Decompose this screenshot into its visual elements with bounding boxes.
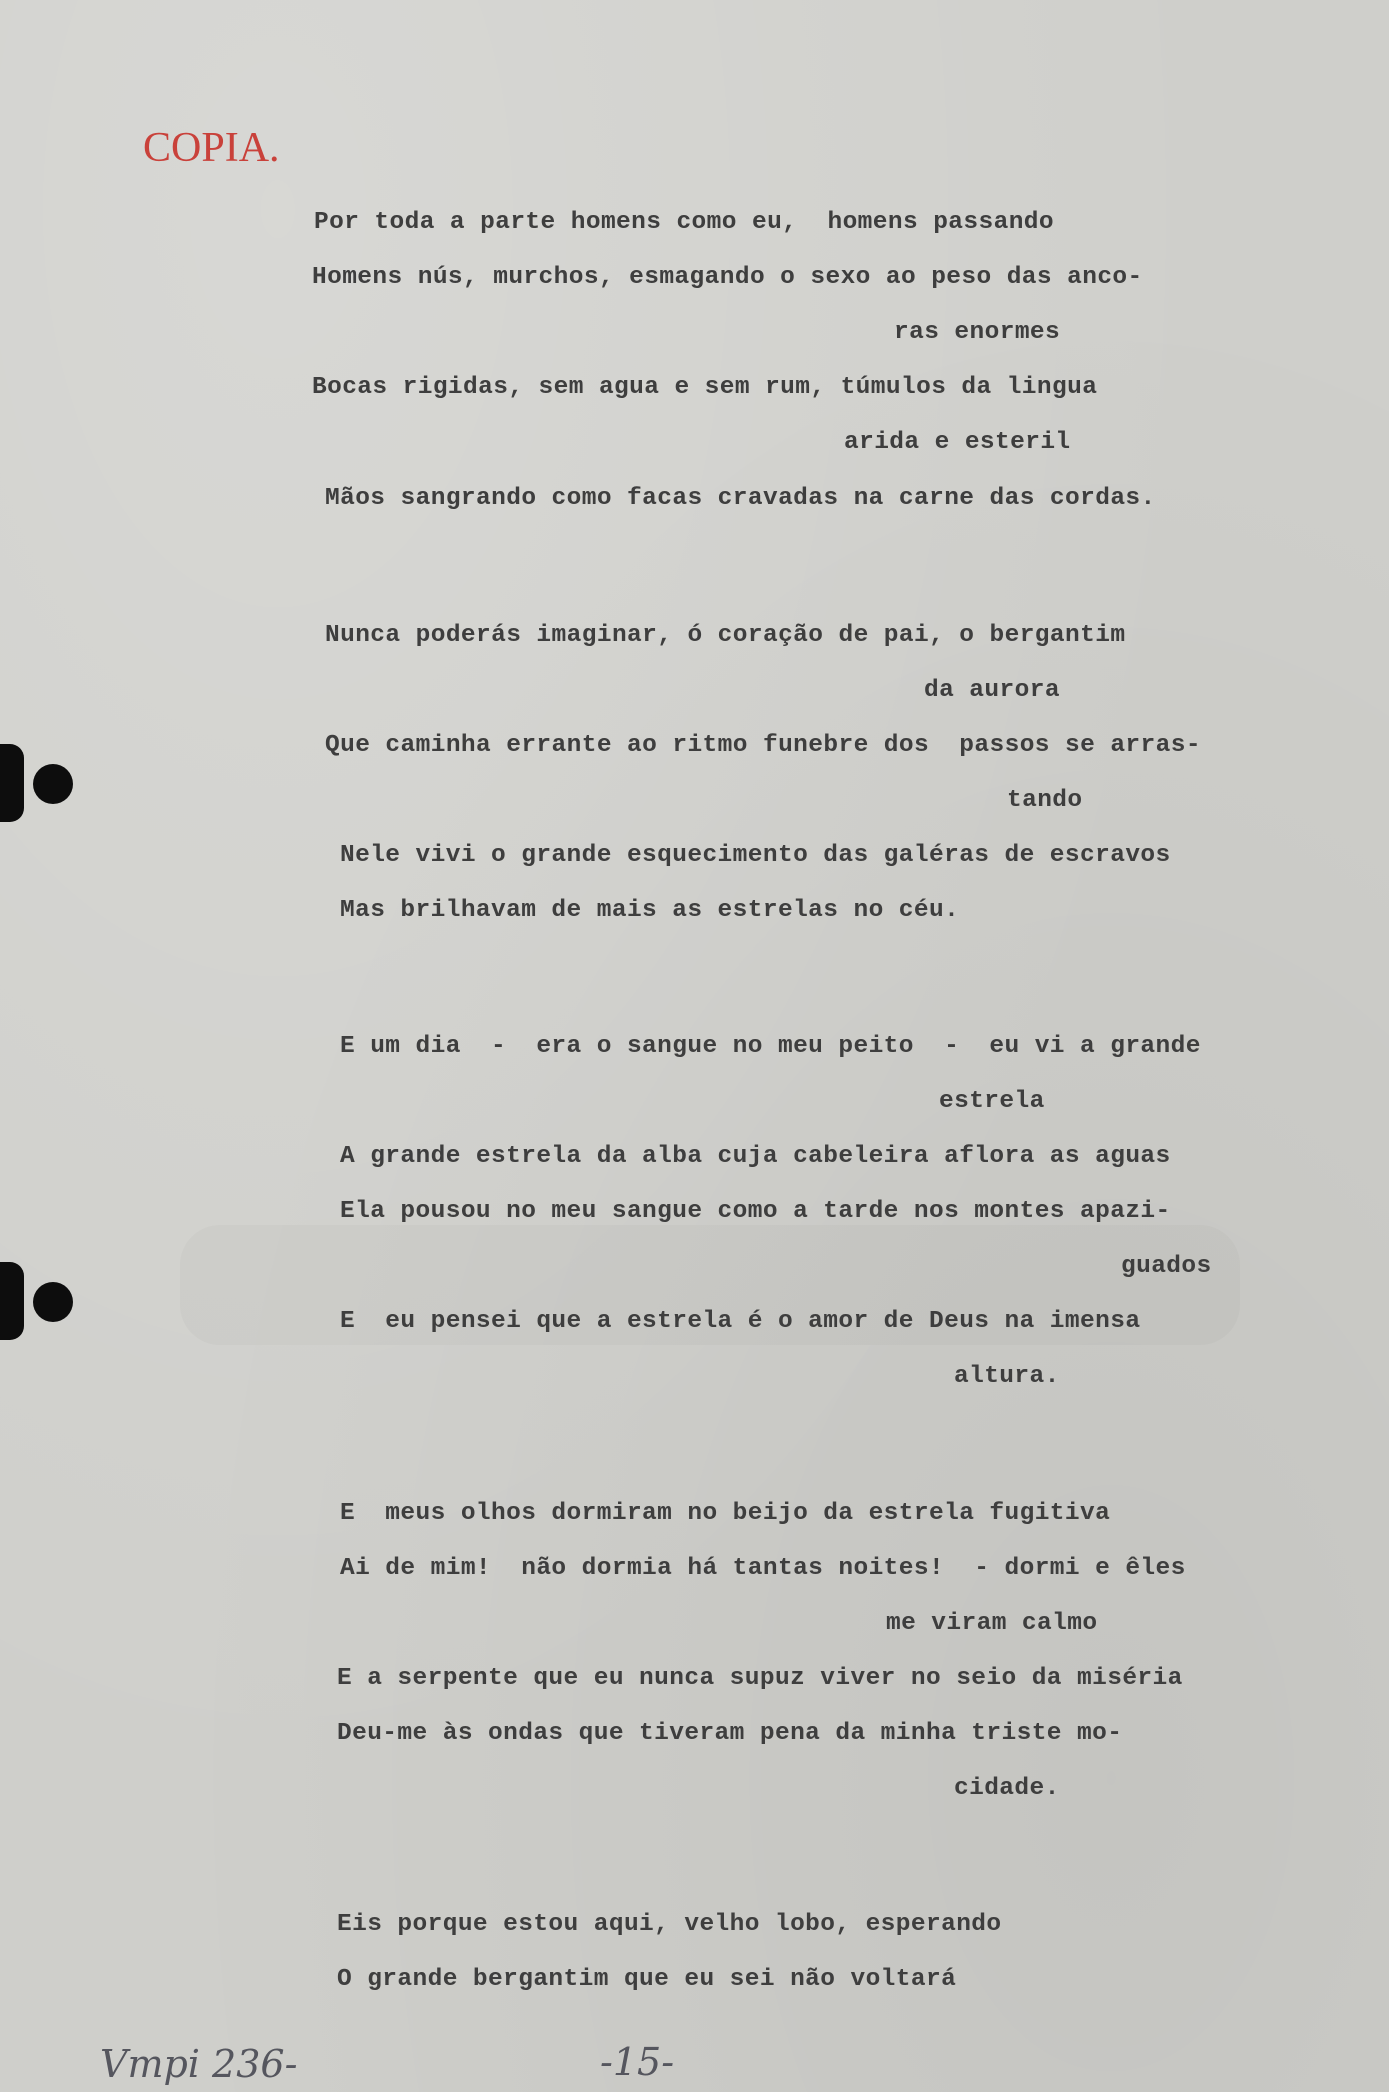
- handwritten-page-number: -15-: [600, 2040, 675, 2084]
- binder-tab-lower: [0, 1262, 24, 1340]
- poem-line: Ela pousou no meu sangue como a tarde nos montes apazi-: [340, 1198, 1171, 1225]
- poem-line: Nele vivi o grande esquecimento das galéras de escravos: [340, 842, 1171, 869]
- poem-line: Por toda a parte homens como eu, homens passando: [314, 209, 1055, 236]
- poem-line: O grande bergantim que eu sei não voltará: [337, 1966, 957, 1993]
- poem-line: E meus olhos dormiram no beijo da estrela fugitiva: [340, 1500, 1111, 1527]
- binder-hole-upper: [33, 764, 73, 804]
- poem-line: A grande estrela da alba cuja cabeleira aflora as aguas: [340, 1143, 1171, 1170]
- poem-line: tando: [1007, 787, 1083, 814]
- poem-line: Deu-me às ondas que tiveram pena da minha triste mo-: [337, 1720, 1123, 1747]
- poem-line: arida e esteril: [844, 429, 1071, 456]
- handwritten-archive-code: Vmpi 236-: [100, 2042, 298, 2086]
- poem-line: Homens nús, murchos, esmagando o sexo ao peso das anco-: [312, 264, 1143, 291]
- poem-line: E eu pensei que a estrela é o amor de Deus na imensa: [340, 1308, 1141, 1335]
- poem-line: E um dia - era o sangue no meu peito - eu vi a grande: [340, 1033, 1201, 1060]
- copia-stamp: COPIA.: [143, 125, 280, 171]
- poem-line: Nunca poderás imaginar, ó coração de pai, o bergantim: [325, 622, 1126, 649]
- poem-line: Que caminha errante ao ritmo funebre dos passos se arras-: [325, 732, 1201, 759]
- poem-line: Mas brilhavam de mais as estrelas no céu.: [340, 897, 960, 924]
- poem-line: altura.: [954, 1363, 1060, 1390]
- poem-line: me viram calmo: [886, 1610, 1098, 1637]
- poem-line: estrela: [939, 1088, 1045, 1115]
- poem-line: Ai de mim! não dormia há tantas noites! - dormi e êles: [340, 1555, 1186, 1582]
- binder-tab-upper: [0, 744, 24, 822]
- poem-line: cidade.: [954, 1775, 1060, 1802]
- binder-hole-lower: [33, 1282, 73, 1322]
- poem-line: guados: [1121, 1253, 1212, 1280]
- poem-line: da aurora: [924, 677, 1060, 704]
- poem-line: E a serpente que eu nunca supuz viver no seio da miséria: [337, 1665, 1183, 1692]
- poem-line: ras enormes: [894, 319, 1061, 346]
- poem-line: Eis porque estou aqui, velho lobo, esperando: [337, 1911, 1002, 1938]
- poem-line: Mãos sangrando como facas cravadas na carne das cordas.: [325, 485, 1156, 512]
- poem-line: Bocas rigidas, sem agua e sem rum, túmulos da lingua: [312, 374, 1098, 401]
